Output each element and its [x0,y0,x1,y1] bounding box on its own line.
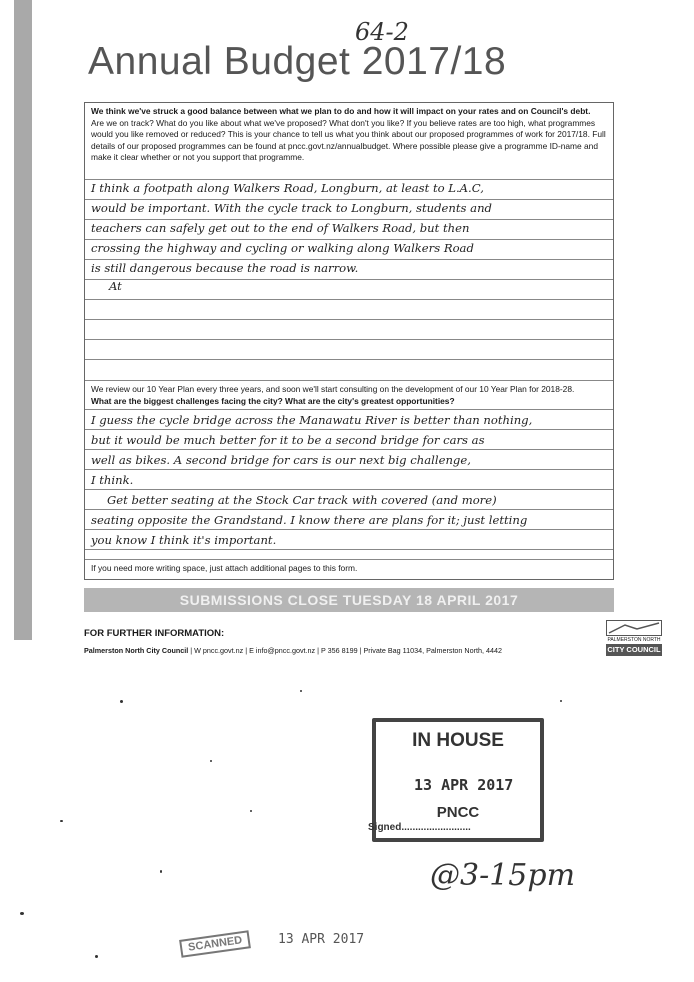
scan-speck [300,690,302,692]
ruled-line [85,199,613,200]
answer-1-line: would be important. With the cycle track to Longburn, students and [91,201,492,215]
answer-1-line: is still dangerous because the road is narrow. [91,261,359,275]
ruled-line [85,339,613,340]
scan-speck [210,760,212,762]
ruled-line [85,429,613,430]
answer-1-line: teachers can safely get out to the end of Walkers Road, but then [91,221,470,235]
stamp-title: IN HOUSE [412,730,504,751]
answer-2-line: well as bikes. A second bridge for cars is our next big challenge, [91,453,471,467]
question-1 [91,106,609,164]
scan-speck [160,870,162,873]
scanned-stamp: SCANNED [179,930,251,958]
logo-text-top: PALMERSTON NORTH [607,637,661,643]
answer-2-line: you know I think it's important. [91,533,277,547]
question-2-body: We review our 10 Year Plan every three years, and soon we'll start consulting on the development of our 10 Year Plan for 2018-28. [91,384,575,394]
ruled-line [85,559,613,560]
scan-speck [60,820,63,822]
in-house-stamp [368,718,544,842]
ruled-line [85,549,613,550]
contact-line: | W pncc.govt.nz | E info@pncc.govt.nz | P 356 8199 | Private Bag 11034, Palmerston North, 4442 [190,646,502,655]
question-1-body: Are we on track? What do you like about what we've proposed? What don't you like? If you believe rates are too high, what programmes would you like removed or reduced? This is your chance to tell us what you think about our proposed programmes of work for 2017/18. Full details of our proposed programmes can be found at pncc.govt.nz/annualbudget. Where possible please give a programme ID-name and make it clear whether or not you support that programme. [91,117,606,162]
answer-2-line: Get better seating at the Stock Car track with covered (and more) [107,493,497,507]
logo-mark-icon [606,620,662,636]
ruled-line [85,409,613,410]
further-info-heading: FOR FURTHER INFORMATION: [84,628,225,639]
ruled-line [85,380,613,381]
answer-2-line: I think. [91,473,134,487]
ruled-line [85,259,613,260]
scanned-date: 13 APR 2017 [278,932,365,947]
stamp-signed: Signed......................... [368,822,471,833]
ruled-line [85,219,613,220]
answer-2-line: I guess the cycle bridge across the Manawatu River is better than nothing, [91,413,533,427]
council-name: Palmerston North City Council [84,646,189,655]
stamp-date: 13 APR 2017 [414,776,514,794]
ruled-line [85,299,613,300]
question-1-lead: We think we've struck a good balance between what we plan to do and how it will impact on your rates and on Council's debt. [91,106,591,116]
ruled-line [85,489,613,490]
question-2 [91,384,609,407]
submission-form [84,102,614,580]
contact-details [84,646,502,655]
scan-speck [120,700,123,703]
ruled-line [85,179,613,180]
ruled-line [85,529,613,530]
page-title: Annual Budget 2017/18 [88,40,507,83]
ruled-line [85,319,613,320]
scan-speck [560,700,562,702]
ruled-line [85,509,613,510]
logo-text-bottom: CITY COUNCIL [607,645,661,654]
left-grey-strip [14,0,32,640]
answer-2-line: seating opposite the Grandstand. I know there are plans for it; just letting [91,513,528,527]
ruled-line [85,239,613,240]
question-2-question: What are the biggest challenges facing the city? What are the city's greatest opportunities? [91,395,455,406]
answer-2-line: but it would be much better for it to be a second bridge for cars as [91,433,485,447]
handwritten-reference: 64-2 [355,18,409,46]
ruled-line [85,449,613,450]
scan-speck [20,912,24,915]
submissions-deadline-banner: SUBMISSIONS CLOSE TUESDAY 18 APRIL 2017 [84,588,614,612]
scan-speck [250,810,252,812]
ruled-line [85,359,613,360]
writing-space-note: If you need more writing space, just attach additional pages to this form. [91,563,358,573]
ruled-line [85,469,613,470]
answer-1-line: I think a footpath along Walkers Road, Longburn, at least to L.A.C, [91,181,484,195]
answer-1-line: At [109,279,122,293]
handwritten-time: @3-15pm [430,858,576,893]
stamp-org: PNCC [436,804,480,821]
council-logo [606,620,662,656]
answer-1-line: crossing the highway and cycling or walking along Walkers Road [91,241,474,255]
scan-speck [95,955,98,958]
